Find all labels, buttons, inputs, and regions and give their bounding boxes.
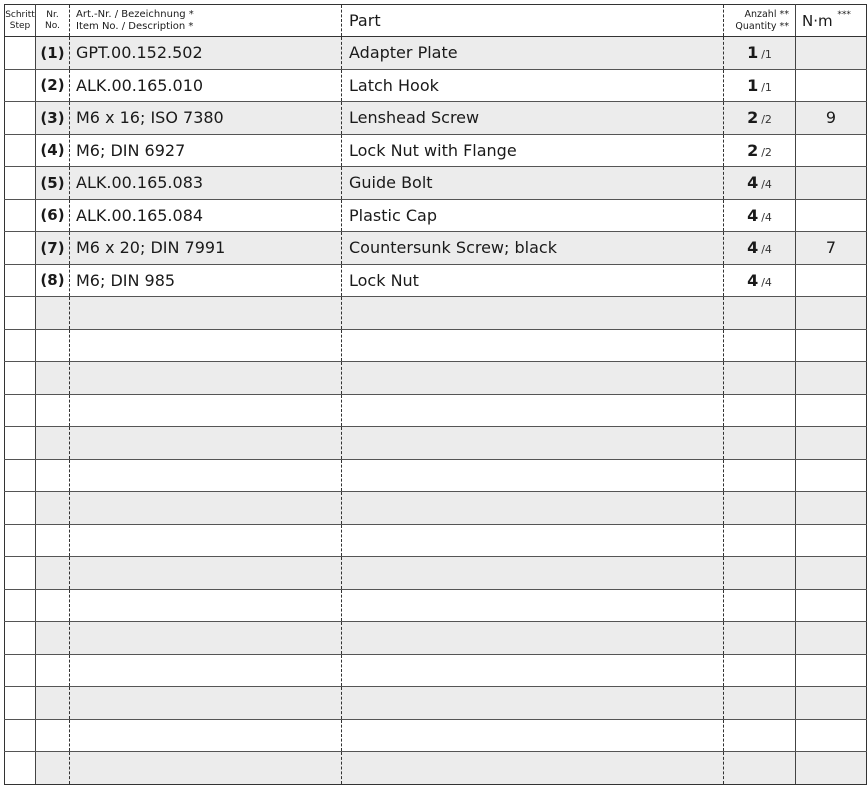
quantity-cell	[724, 297, 796, 330]
item-number-cell: (5)	[36, 167, 70, 200]
part-name-cell	[342, 492, 724, 525]
torque-cell	[796, 167, 867, 200]
item-id-cell	[70, 329, 342, 362]
torque-cell	[796, 199, 867, 232]
step-cell	[5, 102, 36, 135]
torque-cell	[796, 524, 867, 557]
item-id-cell	[70, 459, 342, 492]
quantity-per-set: /4	[761, 178, 772, 192]
item-number-cell: (8)	[36, 264, 70, 297]
torque-cell	[796, 69, 867, 102]
part-name-cell	[342, 622, 724, 655]
header-qty-en: Quantity **	[735, 20, 789, 32]
part-name-cell	[342, 524, 724, 557]
table-row	[5, 69, 867, 102]
quantity-per-set: /4	[761, 243, 772, 257]
part-name-cell: Countersunk Screw; black	[342, 232, 724, 265]
item-id-cell	[70, 752, 342, 785]
torque-cell	[796, 654, 867, 687]
table-row	[5, 102, 867, 135]
step-cell	[5, 199, 36, 232]
step-cell	[5, 37, 36, 70]
header-art-en: Item No. / Description *	[76, 20, 194, 32]
torque-cell	[796, 427, 867, 460]
header-qty	[724, 5, 796, 37]
item-id-cell	[70, 427, 342, 460]
quantity-cell	[724, 752, 796, 785]
table-body	[5, 37, 867, 785]
step-cell	[5, 557, 36, 590]
header-torque-footnote: ***	[837, 9, 851, 20]
torque-cell: 9	[796, 102, 867, 135]
header-nr	[36, 5, 70, 37]
parts-list-sheet	[4, 4, 851, 782]
torque-cell	[796, 264, 867, 297]
empty-table-row	[5, 297, 867, 330]
quantity-cell	[724, 134, 796, 167]
torque-cell	[796, 297, 867, 330]
item-number-cell	[36, 752, 70, 785]
item-id-cell: M6; DIN 985	[70, 264, 342, 297]
quantity-per-set: /1	[761, 48, 772, 62]
quantity-cell	[724, 622, 796, 655]
item-number-cell: (2)	[36, 69, 70, 102]
item-number-cell: (4)	[36, 134, 70, 167]
torque-cell	[796, 459, 867, 492]
empty-table-row	[5, 394, 867, 427]
quantity-value: 4	[747, 270, 759, 290]
item-number-cell	[36, 394, 70, 427]
step-cell	[5, 167, 36, 200]
step-cell	[5, 329, 36, 362]
table-header-row	[5, 5, 867, 37]
item-number-cell: (6)	[36, 199, 70, 232]
part-name-cell	[342, 719, 724, 752]
quantity-value: 1	[747, 75, 759, 95]
item-number-cell	[36, 622, 70, 655]
quantity-cell	[724, 557, 796, 590]
item-number-cell: (7)	[36, 232, 70, 265]
quantity-value: 2	[747, 140, 759, 160]
step-cell	[5, 622, 36, 655]
table-row	[5, 167, 867, 200]
empty-table-row	[5, 752, 867, 785]
quantity-cell	[724, 459, 796, 492]
quantity-cell	[724, 362, 796, 395]
step-cell	[5, 589, 36, 622]
step-cell	[5, 752, 36, 785]
empty-table-row	[5, 654, 867, 687]
item-id-cell: GPT.00.152.502	[70, 37, 342, 70]
header-nr-de: Nr.	[46, 9, 59, 20]
empty-table-row	[5, 589, 867, 622]
torque-cell: 7	[796, 232, 867, 265]
quantity-cell	[724, 37, 796, 70]
item-id-cell: ALK.00.165.083	[70, 167, 342, 200]
step-cell	[5, 264, 36, 297]
part-name-cell	[342, 589, 724, 622]
empty-table-row	[5, 622, 867, 655]
quantity-per-set: /1	[761, 80, 772, 94]
quantity-cell	[724, 329, 796, 362]
part-name-cell: Lock Nut with Flange	[342, 134, 724, 167]
header-qty-de: Anzahl **	[744, 8, 789, 20]
step-cell	[5, 459, 36, 492]
step-cell	[5, 69, 36, 102]
item-id-cell	[70, 719, 342, 752]
item-id-cell: M6 x 20; DIN 7991	[70, 232, 342, 265]
quantity-value: 2	[747, 108, 759, 128]
item-id-cell	[70, 492, 342, 525]
empty-table-row	[5, 687, 867, 720]
torque-cell	[796, 362, 867, 395]
quantity-cell	[724, 687, 796, 720]
torque-cell	[796, 687, 867, 720]
empty-table-row	[5, 492, 867, 525]
item-id-cell	[70, 557, 342, 590]
empty-table-row	[5, 459, 867, 492]
quantity-value: 4	[747, 173, 759, 193]
item-id-cell	[70, 297, 342, 330]
item-number-cell	[36, 524, 70, 557]
part-name-cell	[342, 297, 724, 330]
quantity-cell	[724, 264, 796, 297]
part-name-cell	[342, 687, 724, 720]
item-number-cell: (1)	[36, 37, 70, 70]
quantity-cell	[724, 427, 796, 460]
table-row	[5, 37, 867, 70]
torque-cell	[796, 37, 867, 70]
header-step-en: Step	[9, 20, 31, 31]
part-name-cell: Guide Bolt	[342, 167, 724, 200]
step-cell	[5, 524, 36, 557]
header-art-de: Art.-Nr. / Bezeichnung *	[76, 8, 194, 20]
header-step-de: Schritt	[5, 9, 35, 20]
torque-cell	[796, 394, 867, 427]
item-id-cell: M6; DIN 6927	[70, 134, 342, 167]
quantity-value: 4	[747, 238, 759, 258]
part-name-cell	[342, 329, 724, 362]
step-cell	[5, 362, 36, 395]
torque-cell	[796, 752, 867, 785]
step-cell	[5, 134, 36, 167]
empty-table-row	[5, 719, 867, 752]
header-torque	[796, 5, 867, 37]
empty-table-row	[5, 524, 867, 557]
header-step	[5, 5, 36, 37]
quantity-cell	[724, 394, 796, 427]
part-name-cell	[342, 557, 724, 590]
item-id-cell	[70, 687, 342, 720]
quantity-cell	[724, 719, 796, 752]
torque-cell	[796, 622, 867, 655]
item-id-cell	[70, 524, 342, 557]
item-number-cell: (3)	[36, 102, 70, 135]
empty-table-row	[5, 427, 867, 460]
part-name-cell: Adapter Plate	[342, 37, 724, 70]
empty-table-row	[5, 329, 867, 362]
item-id-cell: ALK.00.165.084	[70, 199, 342, 232]
header-part: Part	[342, 5, 724, 37]
item-id-cell	[70, 589, 342, 622]
quantity-cell	[724, 492, 796, 525]
table-row	[5, 232, 867, 265]
step-cell	[5, 232, 36, 265]
item-number-cell	[36, 654, 70, 687]
item-number-cell	[36, 297, 70, 330]
item-id-cell	[70, 362, 342, 395]
item-id-cell: ALK.00.165.010	[70, 69, 342, 102]
quantity-cell	[724, 589, 796, 622]
quantity-value: 1	[747, 43, 759, 63]
part-name-cell	[342, 394, 724, 427]
quantity-cell	[724, 69, 796, 102]
table-row	[5, 199, 867, 232]
item-number-cell	[36, 459, 70, 492]
quantity-cell	[724, 102, 796, 135]
quantity-per-set: /4	[761, 275, 772, 289]
empty-table-row	[5, 362, 867, 395]
header-torque-unit: N·m	[802, 11, 833, 30]
quantity-per-set: /2	[761, 113, 772, 127]
item-id-cell: M6 x 16; ISO 7380	[70, 102, 342, 135]
item-number-cell	[36, 362, 70, 395]
quantity-cell	[724, 524, 796, 557]
item-number-cell	[36, 557, 70, 590]
quantity-value: 4	[747, 205, 759, 225]
parts-table	[4, 4, 867, 785]
item-number-cell	[36, 492, 70, 525]
item-id-cell	[70, 622, 342, 655]
item-number-cell	[36, 329, 70, 362]
header-nr-en: No.	[45, 20, 60, 31]
quantity-cell	[724, 654, 796, 687]
item-id-cell	[70, 394, 342, 427]
quantity-cell	[724, 199, 796, 232]
quantity-cell	[724, 167, 796, 200]
quantity-per-set: /2	[761, 145, 772, 159]
step-cell	[5, 394, 36, 427]
quantity-per-set: /4	[761, 210, 772, 224]
item-id-cell	[70, 654, 342, 687]
part-name-cell	[342, 362, 724, 395]
table-row	[5, 264, 867, 297]
step-cell	[5, 492, 36, 525]
item-number-cell	[36, 427, 70, 460]
empty-table-row	[5, 557, 867, 590]
step-cell	[5, 427, 36, 460]
part-name-cell: Latch Hook	[342, 69, 724, 102]
torque-cell	[796, 719, 867, 752]
item-number-cell	[36, 589, 70, 622]
item-number-cell	[36, 719, 70, 752]
part-name-cell	[342, 752, 724, 785]
torque-cell	[796, 329, 867, 362]
header-art	[70, 5, 342, 37]
quantity-cell	[724, 232, 796, 265]
torque-cell	[796, 492, 867, 525]
torque-cell	[796, 557, 867, 590]
step-cell	[5, 687, 36, 720]
step-cell	[5, 654, 36, 687]
part-name-cell: Lock Nut	[342, 264, 724, 297]
part-name-cell: Lenshead Screw	[342, 102, 724, 135]
part-name-cell	[342, 459, 724, 492]
part-name-cell	[342, 427, 724, 460]
part-name-cell: Plastic Cap	[342, 199, 724, 232]
part-name-cell	[342, 654, 724, 687]
table-row	[5, 134, 867, 167]
torque-cell	[796, 589, 867, 622]
step-cell	[5, 719, 36, 752]
torque-cell	[796, 134, 867, 167]
item-number-cell	[36, 687, 70, 720]
step-cell	[5, 297, 36, 330]
